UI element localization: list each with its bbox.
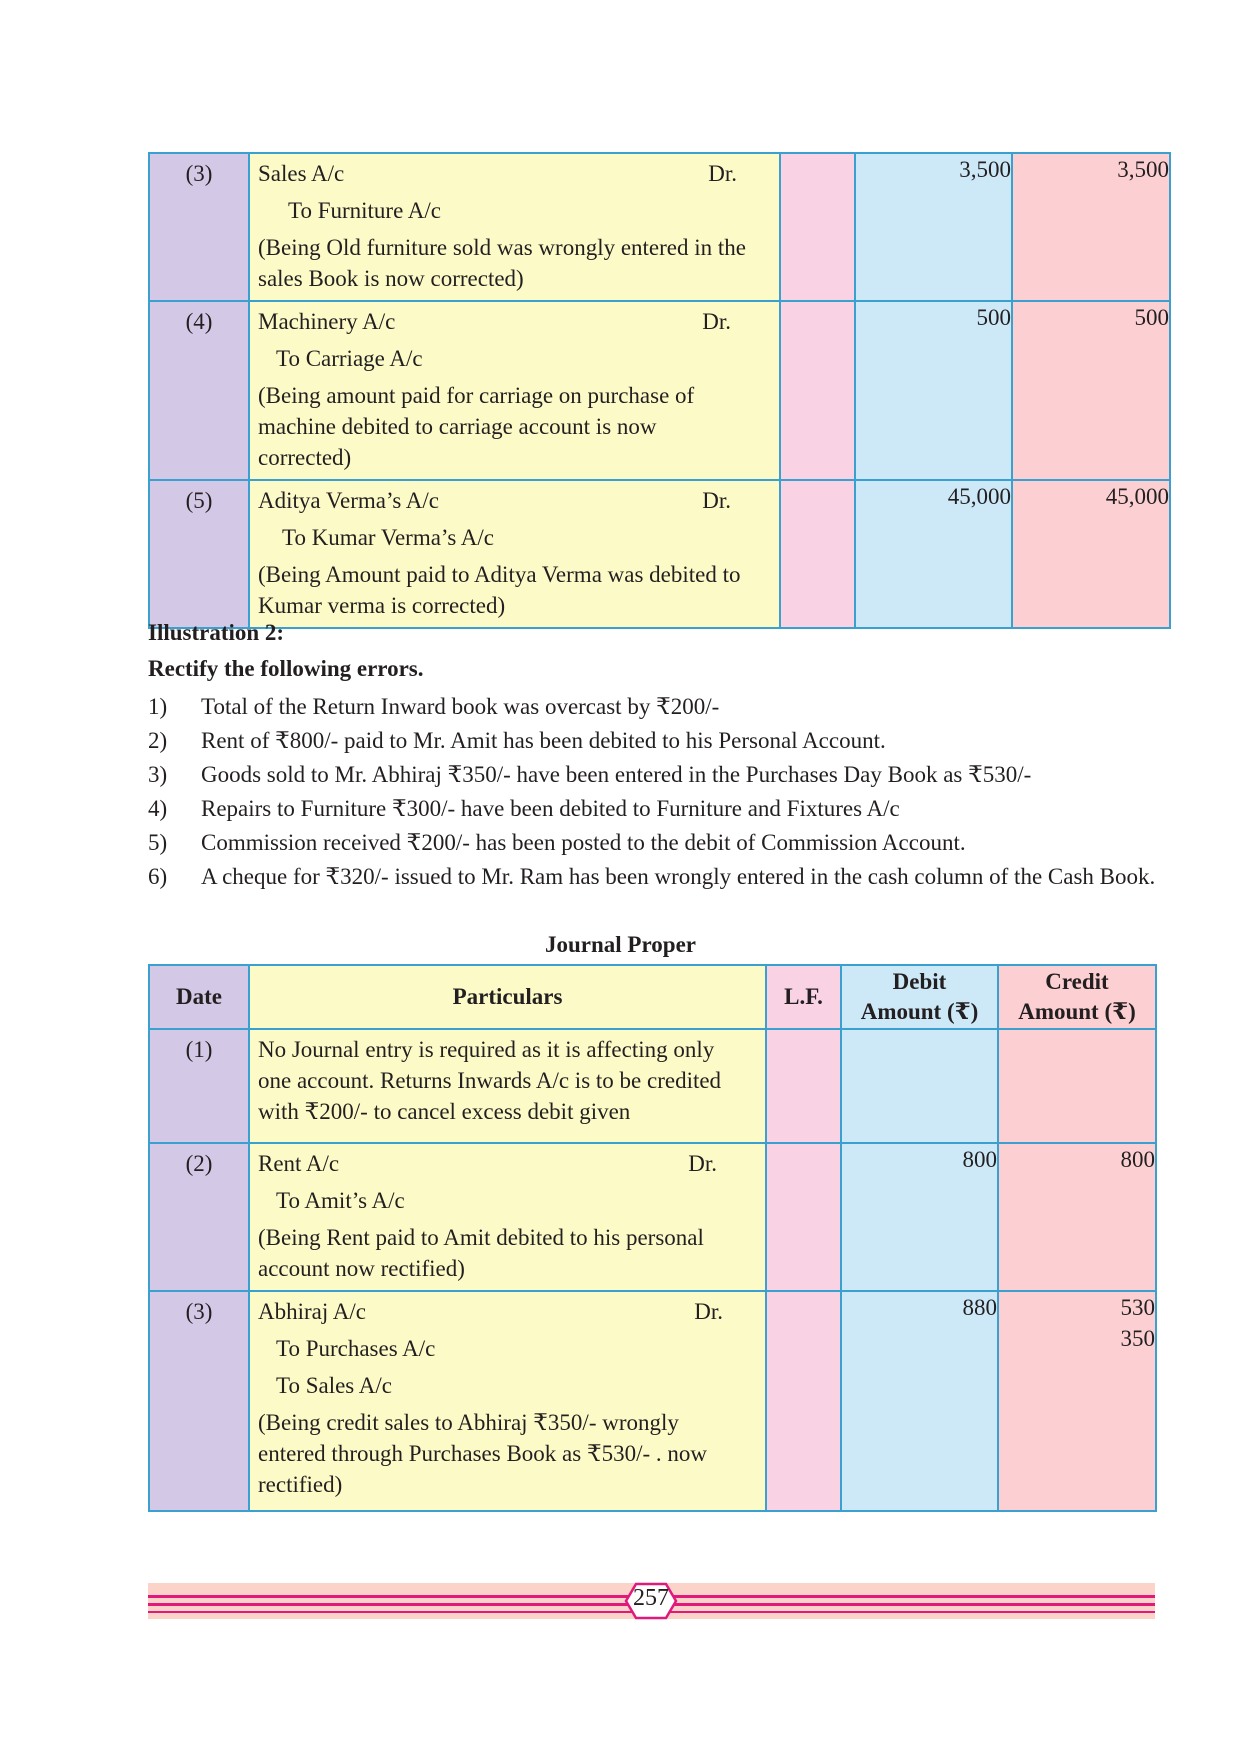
debit-account: Aditya Verma’s A/c [258, 488, 439, 513]
illustration-title: Illustration 2: [148, 620, 285, 645]
entry-number: (4) [185, 309, 213, 334]
entry-number: (3) [185, 1299, 213, 1324]
particulars-cell [249, 301, 780, 480]
particulars-cell [249, 1143, 766, 1291]
particulars-cell [249, 1029, 766, 1143]
debit-account: Sales A/c [258, 161, 345, 186]
debit-account: Machinery A/c [258, 309, 396, 334]
credit-amount-cell [1012, 301, 1170, 480]
narration: (Being Amount paid to Aditya Verma was debited to Kumar verma is corrected) [258, 562, 741, 618]
lf-cell [780, 480, 855, 628]
lf-cell [780, 301, 855, 480]
lf-cell [780, 153, 855, 301]
list-item [148, 760, 1158, 790]
particulars-cell [249, 153, 780, 301]
entry-number: (1) [185, 1037, 213, 1062]
narration: (Being Old furniture sold was wrongly entered in the sales Book is now corrected) [258, 235, 746, 291]
particulars-cell [249, 480, 780, 628]
dr-marker: Dr. [702, 309, 731, 334]
list-item [148, 692, 1158, 722]
item-number: 6) [148, 864, 168, 889]
credit-amount: 530 [1120, 1295, 1155, 1320]
credit-amount: 500 [1134, 305, 1169, 330]
item-text: A cheque for ₹320/- issued to Mr. Ram has been wrongly entered in the cash column of the Cash Book. [201, 864, 1156, 889]
header-particulars: Particulars [249, 965, 766, 1029]
credit-amount-cell [998, 1291, 1156, 1511]
debit-amount-cell [841, 1029, 998, 1143]
debit-account: Rent A/c [258, 1151, 340, 1176]
header-date: Date [149, 965, 249, 1029]
debit-amount: 45,000 [855, 480, 1012, 628]
table-row [149, 301, 1170, 480]
debit-amount: 500 [855, 301, 1012, 480]
header-credit-line2: Amount (₹) [1018, 999, 1136, 1024]
item-text: Total of the Return Inward book was overcast by ₹200/- [201, 694, 720, 719]
item-number: 5) [148, 830, 168, 855]
table-row [149, 480, 1170, 628]
dr-marker: Dr. [708, 161, 737, 186]
credit-amount: 800 [1120, 1147, 1155, 1172]
credit-account: To Furniture A/c [288, 198, 441, 223]
credit-amount: 350 [1120, 1326, 1155, 1351]
debit-amount: 880 [841, 1291, 998, 1511]
table-header-row [149, 965, 1156, 1029]
dr-marker: Dr. [688, 1151, 717, 1176]
credit-account: To Sales A/c [276, 1373, 392, 1398]
item-number: 1) [148, 694, 168, 719]
journal-proper-table [148, 964, 1157, 1512]
header-credit [998, 965, 1156, 1029]
list-item [148, 794, 1158, 824]
item-number: 2) [148, 728, 168, 753]
journal-title: Journal Proper [545, 932, 696, 957]
error-list [148, 692, 1158, 896]
dr-marker: Dr. [694, 1299, 723, 1324]
narration: (Being Rent paid to Amit debited to his personal account now rectified) [258, 1225, 704, 1281]
item-number: 3) [148, 762, 168, 787]
table-row [149, 153, 1170, 301]
credit-amount-cell [998, 1143, 1156, 1291]
narration: (Being amount paid for carriage on purchase of machine debited to carriage account is now corrected) [258, 383, 695, 470]
table-row [149, 1291, 1156, 1511]
debit-amount: 3,500 [855, 153, 1012, 301]
header-debit-line1: Debit [892, 969, 947, 994]
page-footer [148, 1583, 1155, 1619]
credit-account: To Carriage A/c [276, 346, 423, 371]
lf-cell [766, 1291, 841, 1511]
item-text: Rent of ₹800/- paid to Mr. Amit has been debited to his Personal Account. [201, 728, 886, 753]
entry-number: (5) [185, 488, 213, 513]
table-row [149, 1143, 1156, 1291]
dr-marker: Dr. [702, 488, 731, 513]
table-row [149, 1029, 1156, 1143]
header-debit-line2: Amount (₹) [860, 999, 979, 1024]
credit-amount-cell [998, 1029, 1156, 1143]
list-item [148, 862, 1158, 892]
entry-number: (2) [185, 1151, 213, 1176]
list-item [148, 828, 1158, 858]
credit-account: To Purchases A/c [276, 1336, 436, 1361]
credit-amount-cell [1012, 480, 1170, 628]
credit-amount: 45,000 [1105, 484, 1169, 509]
header-lf: L.F. [766, 965, 841, 1029]
narration: (Being credit sales to Abhiraj ₹350/- wrongly entered through Purchases Book as ₹530/- . now rectified) [258, 1410, 707, 1497]
page-number-badge [616, 1581, 686, 1621]
item-number: 4) [148, 796, 168, 821]
item-text: Repairs to Furniture ₹300/- have been debited to Furniture and Fixtures A/c [201, 796, 900, 821]
particulars-cell [249, 1291, 766, 1511]
entry-number: (3) [185, 161, 213, 186]
item-text: Commission received ₹200/- has been posted to the debit of Commission Account. [201, 830, 966, 855]
header-credit-line1: Credit [1045, 969, 1109, 994]
journal-table-continued [148, 152, 1171, 629]
credit-amount-cell [1012, 153, 1170, 301]
lf-cell [766, 1029, 841, 1143]
item-text: Goods sold to Mr. Abhiraj ₹350/- have been entered in the Purchases Day Book as ₹530/- [201, 762, 1032, 787]
credit-account: To Amit’s A/c [276, 1188, 405, 1213]
page-number: 257 [633, 1585, 669, 1611]
lf-cell [766, 1143, 841, 1291]
narration: No Journal entry is required as it is affecting only one account. Returns Inwards A/c is to be credited with ₹200/- to cancel excess debit given [258, 1037, 722, 1124]
illustration-instruction: Rectify the following errors. [148, 656, 424, 681]
debit-amount: 800 [841, 1143, 998, 1291]
debit-account: Abhiraj A/c [258, 1299, 366, 1324]
header-debit [841, 965, 998, 1029]
credit-account: To Kumar Verma’s A/c [282, 525, 494, 550]
list-item [148, 726, 1158, 756]
credit-amount: 3,500 [1117, 157, 1169, 182]
